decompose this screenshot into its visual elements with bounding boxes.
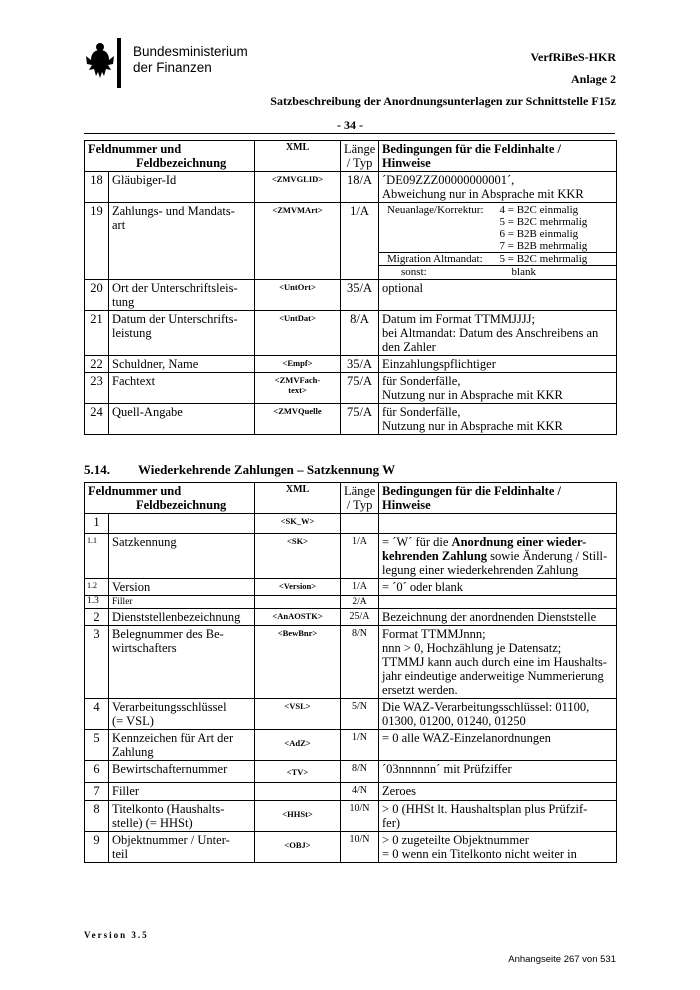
field-table-2 bbox=[84, 482, 617, 863]
field-name: Ort der Unterschriftsleis- tung bbox=[109, 280, 255, 311]
field-name: Kennzeichen für Art der Zahlung bbox=[109, 730, 255, 761]
col-header-conditions: Bedingungen für die Feldinhalte / Hinweise bbox=[379, 141, 617, 172]
field-name: Satzkennung bbox=[109, 534, 255, 579]
field-length: 10/N bbox=[341, 801, 379, 832]
field-length: 75/A bbox=[341, 373, 379, 404]
field-name: Schuldner, Name bbox=[109, 356, 255, 373]
field-name: Bewirtschafternummer bbox=[109, 761, 255, 783]
field-name: Gläubiger-Id bbox=[109, 172, 255, 203]
field-nr: 20 bbox=[85, 280, 109, 311]
field-name: Datum der Unterschrifts- leistung bbox=[109, 311, 255, 356]
xml-tag: <AdZ> bbox=[255, 730, 341, 761]
xml-tag: <HHSt> bbox=[255, 801, 341, 832]
field-table-1 bbox=[84, 140, 617, 435]
field-name: Titelkonto (Haushalts- stelle) (= HHSt) bbox=[109, 801, 255, 832]
table-row bbox=[85, 832, 617, 863]
xml-tag: <ZMVGLID> bbox=[255, 172, 341, 203]
field-length: 25/A bbox=[341, 609, 379, 626]
field-length bbox=[341, 514, 379, 534]
field-name: Objektnummer / Unter- teil bbox=[109, 832, 255, 863]
table-header-row bbox=[85, 141, 617, 172]
col-header-field: Feldnummer und Feldbezeichnung bbox=[85, 483, 255, 514]
field-name: Quell-Angabe bbox=[109, 404, 255, 435]
field-nr: 5 bbox=[85, 730, 109, 761]
field-nr: 21 bbox=[85, 311, 109, 356]
table-row bbox=[85, 626, 617, 699]
header-rule bbox=[84, 133, 615, 134]
table-row bbox=[85, 699, 617, 730]
field-conditions: Zeroes bbox=[379, 783, 617, 801]
field-conditions bbox=[379, 596, 617, 609]
field-conditions: > 0 zugeteilte Objektnummer = 0 wenn ein Titelkonto nicht weiter in bbox=[379, 832, 617, 863]
field-nr: 6 bbox=[85, 761, 109, 783]
table-row bbox=[85, 311, 617, 356]
xml-tag: <SK_W> bbox=[255, 514, 341, 534]
table-row bbox=[85, 373, 617, 404]
xml-tag: <ZMVMArt> bbox=[255, 203, 341, 280]
field-nr: 9 bbox=[85, 832, 109, 863]
col-header-field: Feldnummer und Feldbezeichnung bbox=[85, 141, 255, 172]
table-row bbox=[85, 514, 617, 534]
ministry-name bbox=[133, 44, 248, 76]
xml-tag: <BewBnr> bbox=[255, 626, 341, 699]
table-row bbox=[85, 761, 617, 783]
table-row bbox=[85, 356, 617, 373]
field-nr: 24 bbox=[85, 404, 109, 435]
section-title: Wiederkehrende Zahlungen – Satzkennung W bbox=[138, 462, 396, 477]
field-subnr: 1.2 bbox=[85, 579, 109, 596]
field-name: Fachtext bbox=[109, 373, 255, 404]
field-conditions: = ´0´ oder blank bbox=[379, 579, 617, 596]
table-row bbox=[85, 534, 617, 579]
code-list: Neuanlage/Korrektur: 4 = B2C einmalig 5 = B2C mehrmalig 6 = B2B einmalig 7 = B2B mehrmalig Migration Altmandat: 5 = B2C mehrmalig sonst: blank bbox=[379, 204, 616, 278]
field-length: 1/N bbox=[341, 730, 379, 761]
field-length: 35/A bbox=[341, 280, 379, 311]
field-length: 4/N bbox=[341, 783, 379, 801]
page-number: - 34 - bbox=[337, 118, 363, 132]
field-length: 1/A bbox=[341, 534, 379, 579]
table-row bbox=[85, 609, 617, 626]
field-length: 2/A bbox=[341, 596, 379, 609]
table-row bbox=[85, 579, 617, 596]
table-row bbox=[85, 172, 617, 203]
ministry-line-1: Bundesministerium bbox=[133, 44, 248, 59]
field-nr: 2 bbox=[85, 609, 109, 626]
xml-tag: <Empf> bbox=[255, 356, 341, 373]
col-header-length: Länge / Typ bbox=[341, 483, 379, 514]
field-nr: 19 bbox=[85, 203, 109, 280]
field-conditions: ´DE09ZZZ00000000001´, Abweichung nur in Absprache mit KKR bbox=[379, 172, 617, 203]
col-header-xml: XML bbox=[255, 483, 341, 514]
field-conditions bbox=[379, 514, 617, 534]
field-nr: 23 bbox=[85, 373, 109, 404]
field-name bbox=[109, 514, 255, 534]
xml-tag: <OBJ> bbox=[255, 832, 341, 863]
field-conditions: Die WAZ-Verarbeitungsschlüssel: 01100, 01300, 01200, 01240, 01250 bbox=[379, 699, 617, 730]
annex-label: Anlage 2 bbox=[571, 72, 616, 86]
field-nr: 18 bbox=[85, 172, 109, 203]
xml-tag: <UntDat> bbox=[255, 311, 341, 356]
field-conditions bbox=[379, 203, 617, 280]
field-name: Dienststellenbezeichnung bbox=[109, 609, 255, 626]
field-subnr: 1.1 bbox=[85, 534, 109, 579]
field-name: Zahlungs- und Mandats- art bbox=[109, 203, 255, 280]
field-nr: 3 bbox=[85, 626, 109, 699]
col-header-conditions: Bedingungen für die Feldinhalte / Hinweise bbox=[379, 483, 617, 514]
field-name: Version bbox=[109, 579, 255, 596]
field-name: Belegnummer des Be- wirtschafters bbox=[109, 626, 255, 699]
xml-tag: <ZMVFach- text> bbox=[255, 373, 341, 404]
field-conditions: = 0 alle WAZ-Einzelanordnungen bbox=[379, 730, 617, 761]
field-conditions: Bezeichnung der anordnenden Dienststelle bbox=[379, 609, 617, 626]
field-conditions: Datum im Format TTMMJJJJ; bei Altmandat: Datum des Anschreibens an den Zahler bbox=[379, 311, 617, 356]
table-header-row bbox=[85, 483, 617, 514]
field-conditions: > 0 (HHSt lt. Haushaltsplan plus Prüfzif- fer) bbox=[379, 801, 617, 832]
field-conditions: optional bbox=[379, 280, 617, 311]
field-name: Filler bbox=[109, 783, 255, 801]
page-footer: Anhangseite 267 von 531 bbox=[508, 954, 616, 965]
field-conditions: Format TTMMJnnn; nnn > 0, Hochzählung je Datensatz; TTMMJ kann auch durch eine im Haushalts- jahr eindeutige anderweitige Nummerierung ersetzt werden. bbox=[379, 626, 617, 699]
field-length: 1/A bbox=[341, 579, 379, 596]
field-nr: 8 bbox=[85, 801, 109, 832]
field-length: 5/N bbox=[341, 699, 379, 730]
section-heading bbox=[84, 462, 395, 478]
col-header-xml: XML bbox=[255, 141, 341, 172]
field-conditions: ´03nnnnnn´ mit Prüfziffer bbox=[379, 761, 617, 783]
field-nr: 7 bbox=[85, 783, 109, 801]
federal-eagle-logo bbox=[84, 38, 124, 88]
field-nr: 4 bbox=[85, 699, 109, 730]
ministry-line-2: der Finanzen bbox=[133, 60, 212, 75]
xml-tag: <UntOrt> bbox=[255, 280, 341, 311]
field-nr: 1 bbox=[85, 514, 109, 534]
field-nr: 22 bbox=[85, 356, 109, 373]
col-header-length: Länge / Typ bbox=[341, 141, 379, 172]
doc-code: VerfRiBeS-HKR bbox=[530, 50, 616, 64]
field-name: Verarbeitungsschlüssel (= VSL) bbox=[109, 699, 255, 730]
table-row bbox=[85, 730, 617, 761]
field-length: 18/A bbox=[341, 172, 379, 203]
version-label: Version 3.5 bbox=[84, 930, 149, 940]
field-length: 75/A bbox=[341, 404, 379, 435]
xml-tag bbox=[255, 596, 341, 609]
table-row bbox=[85, 404, 617, 435]
field-subnr: 1.3 bbox=[85, 596, 109, 609]
field-length: 10/N bbox=[341, 832, 379, 863]
field-length: 35/A bbox=[341, 356, 379, 373]
table-row bbox=[85, 801, 617, 832]
table-row bbox=[85, 596, 617, 609]
xml-tag: <TV> bbox=[255, 761, 341, 783]
field-name: Filler bbox=[109, 596, 255, 609]
section-number: 5.14. bbox=[84, 462, 110, 477]
xml-tag: <AnAOSTK> bbox=[255, 609, 341, 626]
xml-tag: <SK> bbox=[255, 534, 341, 579]
field-conditions: = ´W´ für die Anordnung einer wieder- kehrenden Zahlung sowie Änderung / Still- legung einer wiederkehrenden Zahlung bbox=[379, 534, 617, 579]
xml-tag: <Version> bbox=[255, 579, 341, 596]
field-conditions: Einzahlungspflichtiger bbox=[379, 356, 617, 373]
field-length: 8/N bbox=[341, 626, 379, 699]
field-length: 8/A bbox=[341, 311, 379, 356]
field-conditions: für Sonderfälle, Nutzung nur in Absprache mit KKR bbox=[379, 404, 617, 435]
xml-tag: <ZMVQuelle bbox=[255, 404, 341, 435]
xml-tag bbox=[255, 783, 341, 801]
doc-subtitle: Satzbeschreibung der Anordnungsunterlagen zur Schnittstelle F15z bbox=[270, 94, 616, 108]
table-row bbox=[85, 280, 617, 311]
xml-tag: <VSL> bbox=[255, 699, 341, 730]
table-row bbox=[85, 783, 617, 801]
field-conditions: für Sonderfälle, Nutzung nur in Absprache mit KKR bbox=[379, 373, 617, 404]
field-length: 8/N bbox=[341, 761, 379, 783]
table-row bbox=[85, 203, 617, 280]
field-length: 1/A bbox=[341, 203, 379, 280]
